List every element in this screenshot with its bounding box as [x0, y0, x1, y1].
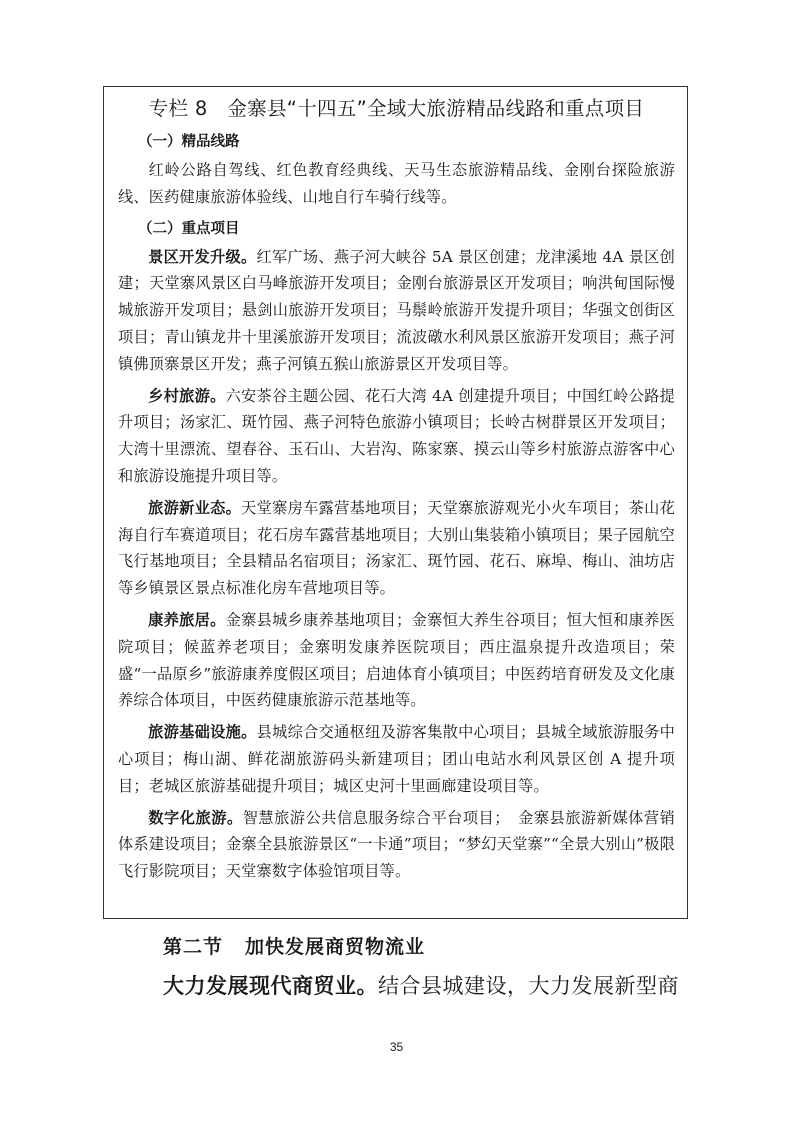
project-paragraph: 旅游新业态。天堂寨房车露营基地项目；天堂寨旅游观光小火车项目；茶山花海自行车赛道项目；花石房车露营基地项目；大别山集装箱小镇项目；果子园航空飞行基地项目；全县精品名宿项目；汤家汇、斑竹园、花石、麻埠、梅山、油坊店等乡镇景区景点标准化房车营地项目等。	[118, 498, 676, 598]
body-lead: 大力发展现代商贸业。	[163, 974, 378, 998]
section-heading	[163, 932, 425, 959]
project-lead: 景区开发升级。	[148, 247, 257, 266]
subheading-routes: （一）精品线路	[138, 134, 240, 150]
project-lead: 乡村旅游。	[148, 386, 226, 405]
project-paragraph: 康养旅居。金寨县城乡康养基地项目；金寨恒大养生谷项目；恒大恒和康养医院项目；候蓝养老项目；金寨明发康养医院项目；西庄温泉提升改造项目；荣盛“一品原乡”旅游康养度假区项目；启迪体育小镇项目；中医药培育研发及文化康养综合体项目，中医药健康旅游示范基地等。	[118, 610, 676, 710]
subheading-projects: （二）重点项目	[138, 220, 240, 237]
section-label: 第二节	[163, 936, 224, 958]
body-paragraph	[163, 970, 679, 1000]
section-title: 加快发展商贸物流业	[245, 936, 426, 958]
box-title: 专栏 8 金寨县“十四五”全域大旅游精品线路和重点项目	[148, 97, 645, 120]
project-lead: 旅游基础设施。	[148, 723, 257, 742]
body-text: 结合县城建设，大力发展新型商	[378, 974, 679, 998]
project-paragraph: 景区开发升级。红军广场、燕子河大峡谷 5A 景区创建；龙津溪地 4A 景区创建；天堂寨风景区白马峰旅游开发项目；金刚台旅游景区开发项目；响洪甸国际慢城旅游开发项目；悬剑山旅游开发项目；马鬃岭旅游开发提升项目；华强文创街区项目；青山镇龙井十里溪旅游开发项目；流波礅水利风景区旅游开发项目；燕子河镇佛顶寨景区开发；燕子河镇五猴山旅游景区开发项目等。	[118, 247, 675, 373]
project-paragraph: 旅游基础设施。县城综合交通枢纽及游客集散中心项目；县城全域旅游服务中心项目；梅山湖、鲜花湖旅游码头新建项目；团山电站水利风景区创 A 提升项目；老城区旅游基础提升项目；城区史河十里画廊建设项目等。	[118, 723, 676, 795]
feature-box	[103, 86, 688, 919]
project-paragraph: 乡村旅游。六安茶谷主题公园、花石大湾 4A 创建提升项目；中国红岭公路提升项目；汤家汇、斑竹园、燕子河特色旅游小镇项目；长岭古树群景区开发项目；大湾十里漂流、望春谷、玉石山、大岩沟、陈家寨、摸云山等乡村旅游点游客中心和旅游设施提升项目等。	[118, 386, 675, 485]
project-lead: 数字化旅游。	[148, 808, 243, 827]
page-number: 35	[389, 1040, 404, 1054]
project-paragraph: 数字化旅游。智慧旅游公共信息服务综合平台项目； 金寨县旅游新媒体营销体系建设项目；金寨全县旅游景区“一卡通”项目；“梦幻天堂寨”“全景大别山”极限飞行影院项目；天堂寨数字体验馆项目等。	[118, 808, 676, 881]
project-lead: 旅游新业态。	[148, 498, 242, 517]
project-lead: 康养旅居。	[148, 610, 226, 629]
routes-paragraph: 红岭公路自驾线、红色教育经典线、天马生态旅游精品线、金刚台探险旅游线、医药健康旅游体验线、山地自行车骑行线等。	[118, 161, 675, 206]
